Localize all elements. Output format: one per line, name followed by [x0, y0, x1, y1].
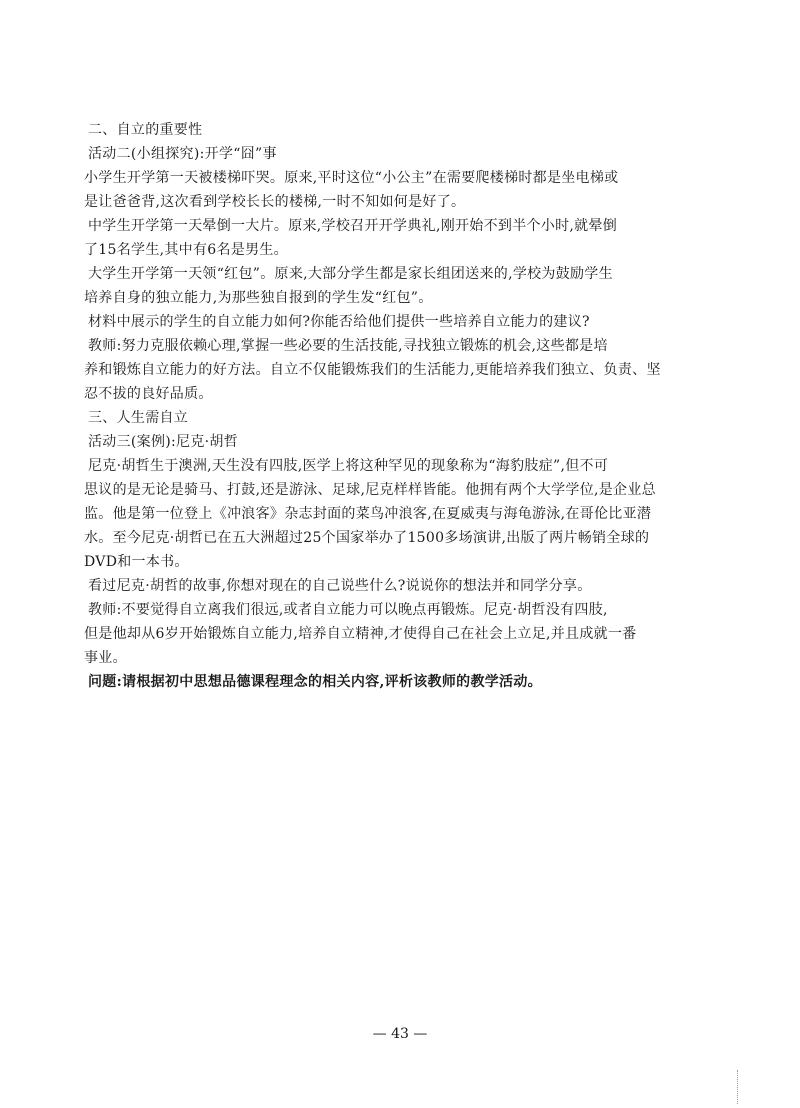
paragraph-line: 大学生开学第一天领“红包”。原来,大部分学生都是家长组团送来的,学校为鼓励学生: [88, 266, 613, 282]
question-line: 看过尼克·胡哲的故事,你想对现在的自己说些什么?说说你的想法并和同学分享。: [88, 578, 592, 594]
scan-margin-mark: [737, 1070, 740, 1104]
teacher-line: 教师:努力克服依赖心理,掌握一些必要的生活技能,寻找独立锻炼的机会,这些都是培: [88, 338, 608, 354]
section-heading-importance: 二、自立的重要性: [88, 122, 203, 138]
document-body: [84, 118, 670, 694]
activity-heading-2: 活动二(小组探究):开学“囧”事: [88, 146, 277, 162]
paragraph-line: 中学生开学第一天晕倒一大片。原来,学校召开开学典礼,刚开始不到半个小时,就晕倒: [88, 218, 618, 234]
paragraph-line: 培养自身的独立能力,为那些独自报到的学生发“红包”。: [84, 290, 433, 306]
teacher-line: 忍不拔的良好品质。: [84, 386, 213, 402]
case-line: 水。至今尼克·胡哲已在五大洲超过25个国家举办了1500多场演讲,出版了两片畅销全球的: [84, 530, 650, 546]
section-heading-life: 三、人生需自立: [88, 410, 189, 426]
teacher-line: 事业。: [84, 650, 127, 666]
case-line: 尼克·胡哲生于澳洲,天生没有四肢,医学上将这种罕见的现象称为“海豹肢症”,但不可: [88, 458, 609, 474]
paragraph-line: 小学生开学第一天被楼梯吓哭。原来,平时这位“小公主”在需要爬楼梯时都是坐电梯或: [84, 170, 619, 186]
teacher-line: 但是他却从6岁开始锻炼自立能力,培养自立精神,才使得自己在社会上立足,并且成就一番: [84, 626, 637, 642]
activity-heading-3: 活动三(案例):尼克·胡哲: [88, 434, 238, 450]
final-question: 问题:请根据初中思想品德课程理念的相关内容,评析该教师的教学活动。: [88, 674, 542, 690]
case-line: 监。他是第一位登上《冲浪客》杂志封面的菜鸟冲浪客,在夏威夷与海龟游泳,在哥伦比亚潜: [84, 506, 652, 522]
case-line: 思议的是无论是骑马、打鼓,还是游泳、足球,尼克样样皆能。他拥有两个大学学位,是企业总: [84, 482, 656, 498]
paragraph-line: 了15名学生,其中有6名是男生。: [84, 242, 288, 258]
page-number: — 43 —: [372, 1026, 428, 1042]
case-line: DVD和一本书。: [84, 554, 189, 570]
question-line: 材料中展示的学生的自立能力如何?你能否给他们提供一些培养自立能力的建议?: [88, 314, 590, 330]
teacher-line: 教师:不要觉得自立离我们很远,或者自立能力可以晚点再锻炼。尼克·胡哲没有四肢,: [88, 602, 608, 618]
paragraph-line: 是让爸爸背,这次看到学校长长的楼梯,一时不知如何是好了。: [84, 194, 466, 210]
teacher-line: 养和锻炼自立能力的好方法。自立不仅能锻炼我们的生活能力,更能培养我们独立、负责、坚: [84, 362, 661, 378]
